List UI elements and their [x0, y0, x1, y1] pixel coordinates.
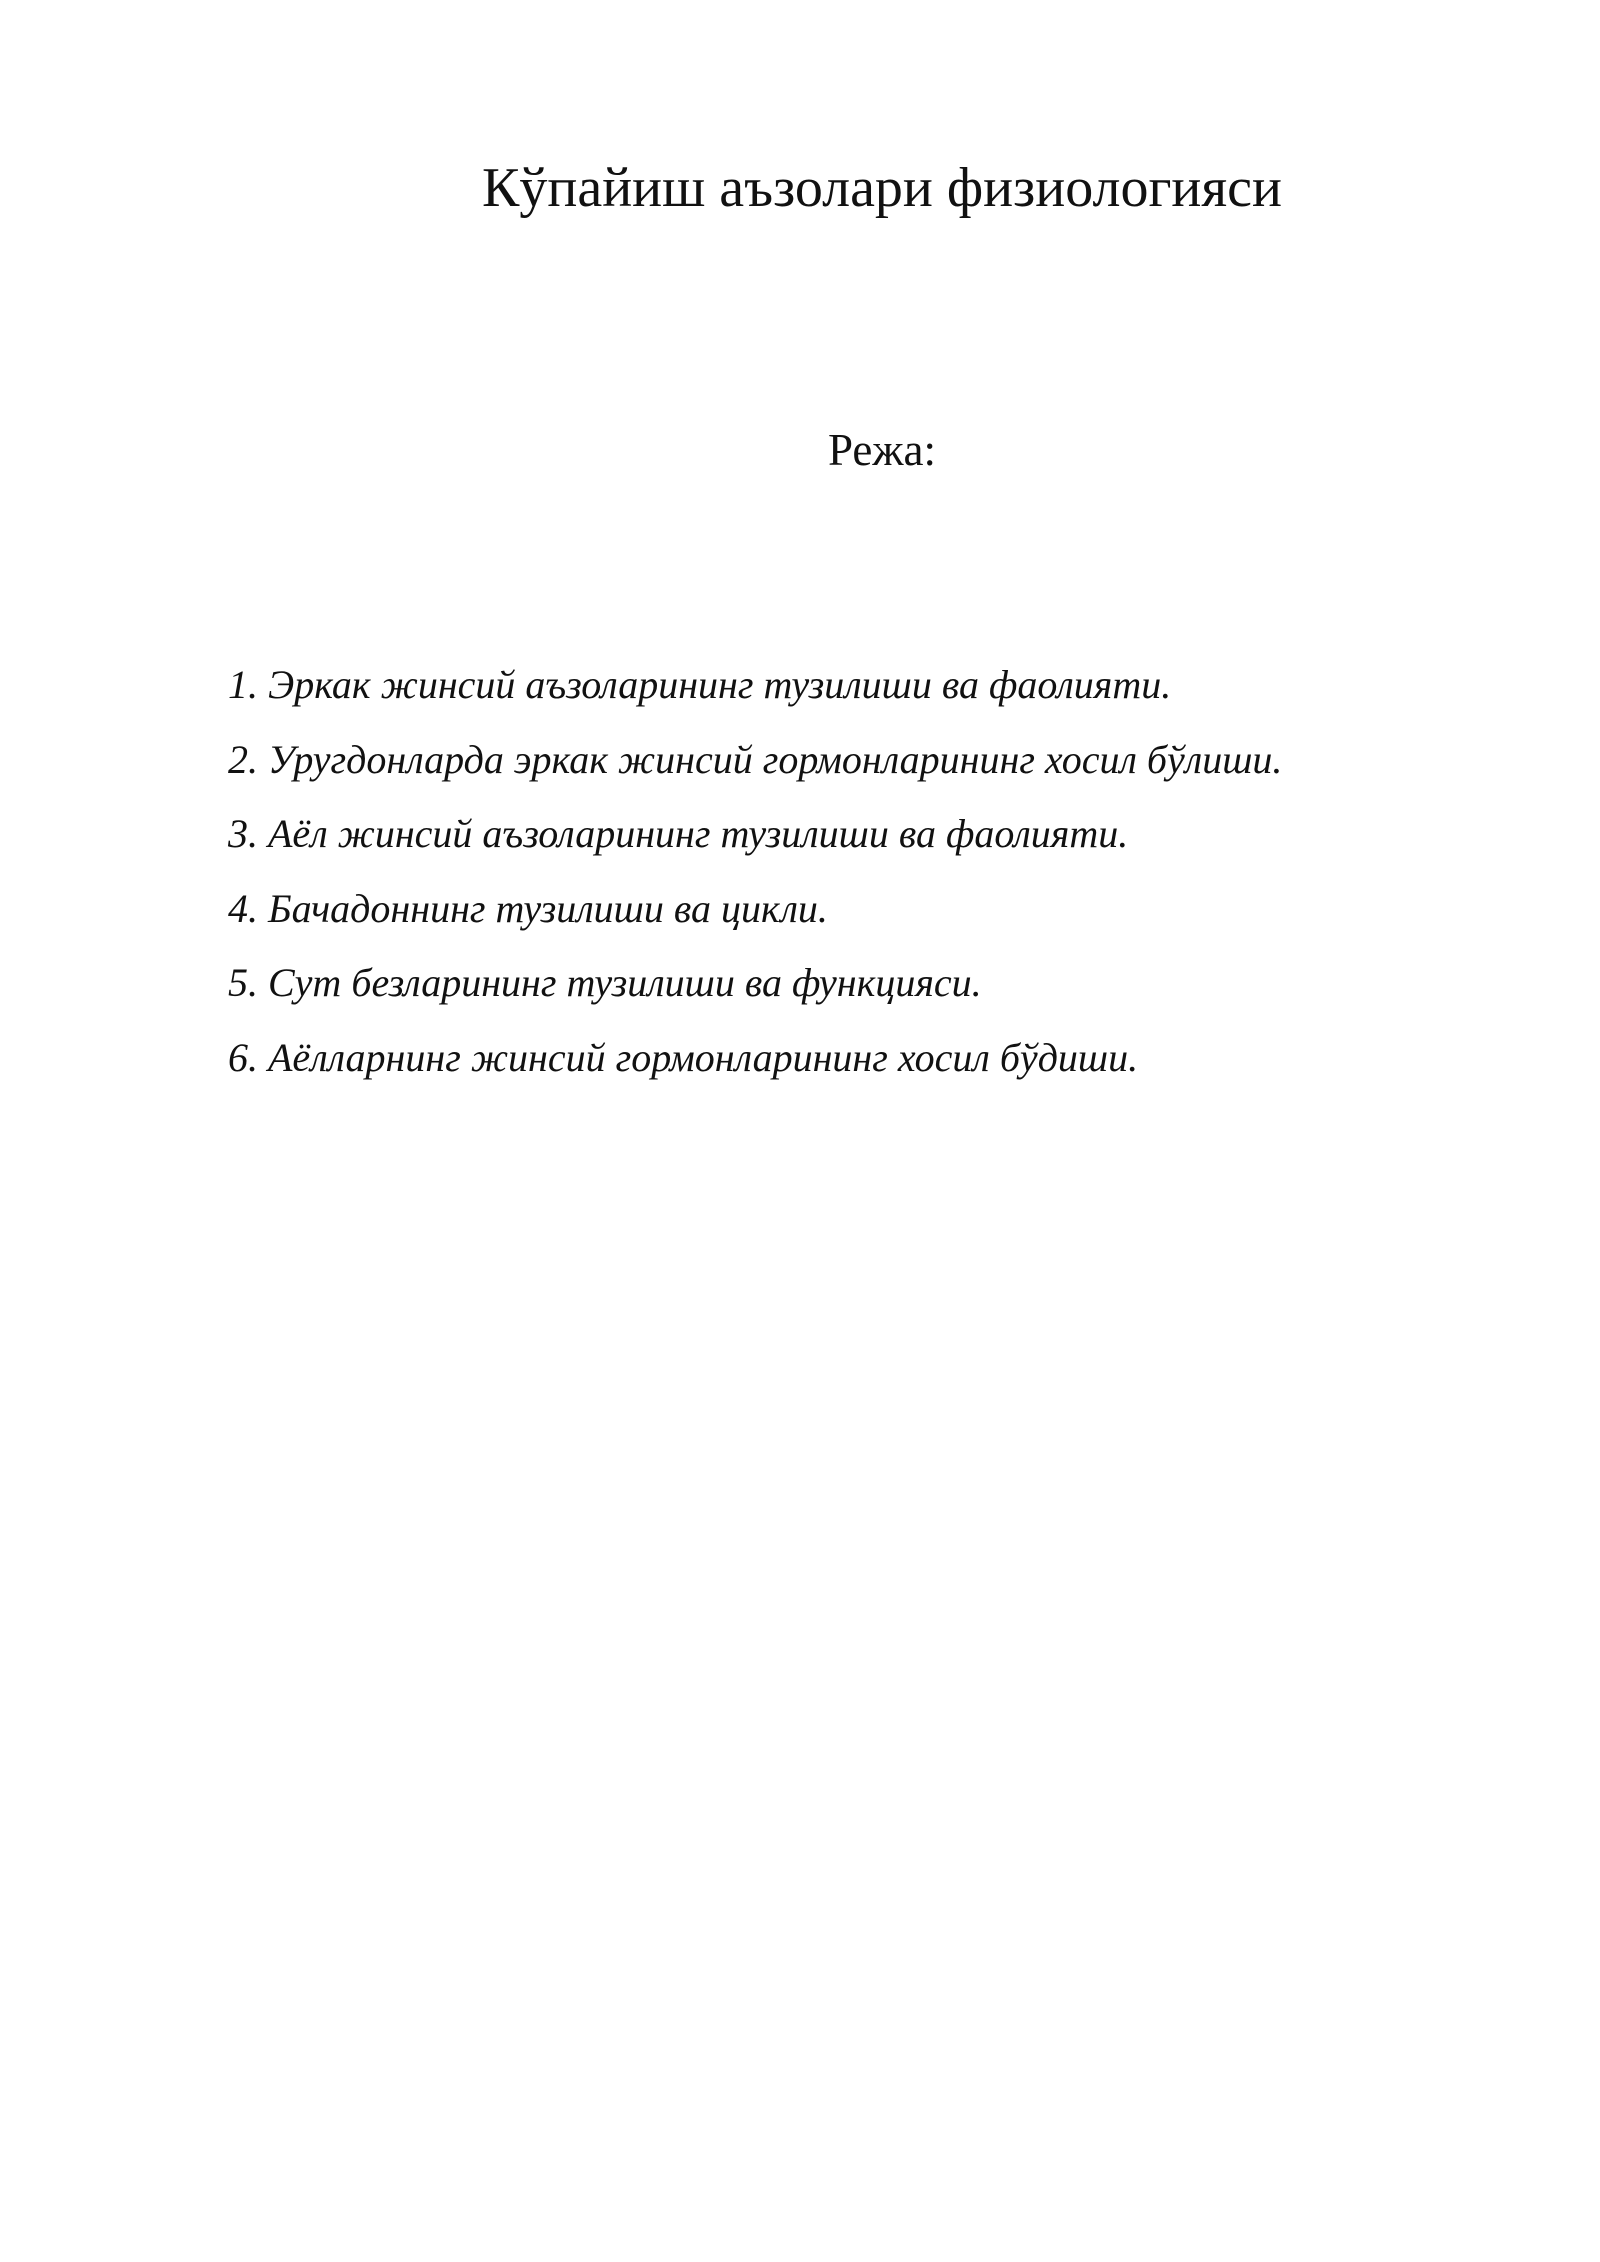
plan-heading: Режа: — [828, 425, 936, 475]
plan-item-5 — [228, 946, 1428, 1021]
plan-item-1 — [228, 648, 1428, 723]
plan-item-6 — [228, 1021, 1428, 1096]
plan-list — [228, 648, 1428, 1096]
plan-item-number: 5. — [228, 960, 258, 1006]
plan-item-number: 2. — [228, 736, 258, 782]
plan-item-number: 1. — [228, 662, 258, 707]
plan-item-text: Бачадоннинг тузилиши ва цикли. — [268, 885, 828, 931]
page-title: Кўпайиш аъзолари физиологияси — [482, 157, 1282, 219]
plan-item-text: Аёл жинсий аъзоларининг тузилиши ва фаолияти. — [268, 811, 1129, 857]
plan-item-text: Эркак жинсий аъзоларининг тузилиши ва фаолияти. — [268, 662, 1172, 707]
plan-item-number: 4. — [228, 885, 258, 931]
plan-item-2 — [228, 723, 1428, 798]
plan-item-text: Аёлларнинг жинсий гормонларининг хосил бўдиши. — [268, 1034, 1139, 1080]
plan-item-4 — [228, 872, 1428, 947]
title-area — [0, 0, 1600, 260]
plan-item-number: 3. — [228, 811, 258, 857]
plan-item-text: Сут безларининг тузилиши ва функцияси. — [268, 960, 982, 1006]
plan-item-3 — [228, 797, 1428, 872]
plan-item-number: 6. — [228, 1034, 258, 1080]
plan-item-text: Уругдонларда эркак жинсий гормонларининг хосил бўлиши. — [268, 736, 1283, 782]
